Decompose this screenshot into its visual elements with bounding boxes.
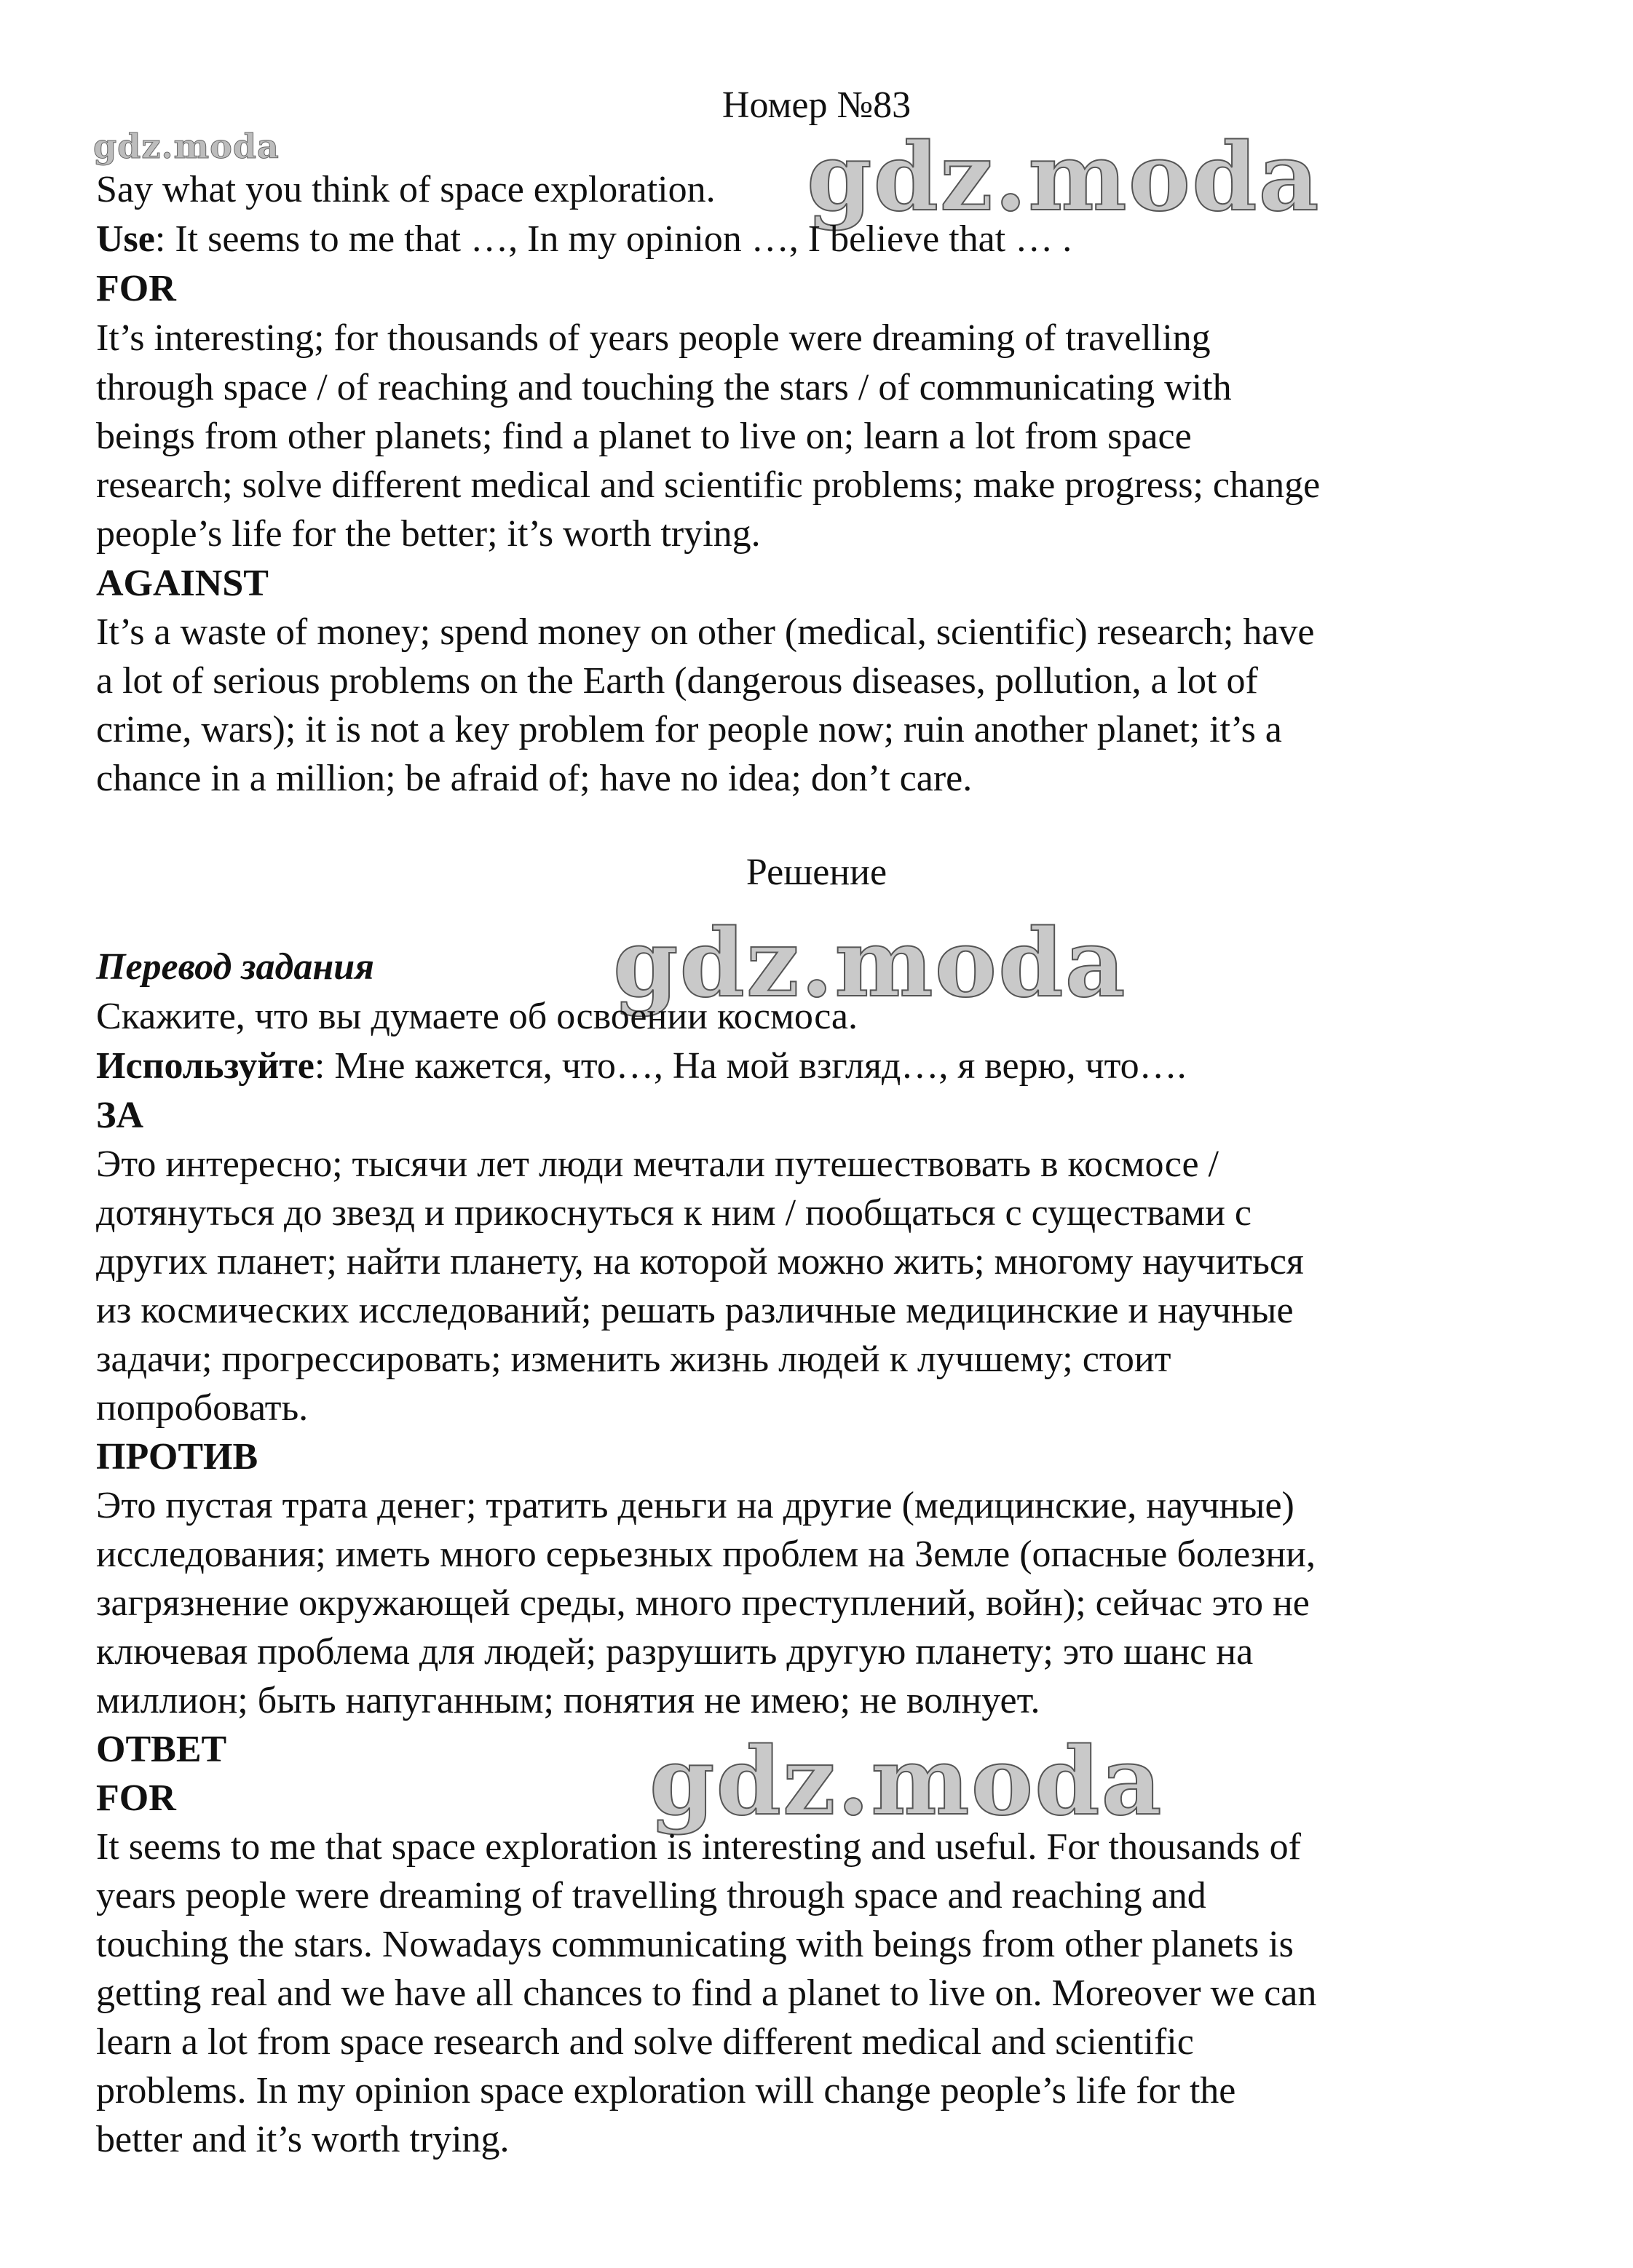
- translation-against-line: ключевая проблема для людей; разрушить другую планету; это шанс на: [96, 1631, 1254, 1673]
- translation-for-line: из космических исследований; решать различные медицинские и научные: [96, 1290, 1294, 1331]
- task-for-heading: FOR: [96, 268, 176, 309]
- answer-line: It seems to me that space exploration is interesting and useful. For thousands of: [96, 1826, 1301, 1868]
- solution-heading: Решение: [746, 852, 887, 893]
- task-against-line: crime, wars); it is not a key problem for people now; ruin another planet; it’s a: [96, 709, 1282, 750]
- translation-for-line: Это интересно; тысячи лет люди мечтали путешествовать в космосе /: [96, 1143, 1219, 1185]
- task-for-line: research; solve different medical and scientific problems; make progress; change: [96, 464, 1321, 506]
- translation-against-line: миллион; быть напуганным; понятия не имею; не волнует.: [96, 1680, 1040, 1721]
- task-for-line: people’s life for the better; it’s worth trying.: [96, 513, 761, 555]
- translation-use-label: Используйте: [96, 1045, 315, 1087]
- answer-line: touching the stars. Nowadays communicating with beings from other planets is: [96, 1924, 1294, 1965]
- answer-line: problems. In my opinion space exploration will change people’s life for the: [96, 2070, 1236, 2112]
- watermark-small: gdz.moda: [93, 127, 280, 166]
- task-against-heading: AGAINST: [96, 563, 269, 604]
- translation-for-line: попробовать.: [96, 1387, 309, 1429]
- translation-use-text: : Мне кажется, что…, На мой взгляд…, я верю, что….: [314, 1045, 1187, 1087]
- translation-for-line: других планет; найти планету, на которой можно жить; многому научиться: [96, 1241, 1304, 1282]
- translation-use: [96, 1042, 1187, 1090]
- task-for-line: beings from other planets; find a planet to live on; learn a lot from space: [96, 416, 1192, 457]
- watermark-2: gdz.moda: [613, 909, 1127, 1018]
- translation-prompt: Скажите, что вы думаете об освоении космоса.: [96, 996, 858, 1037]
- answer-line: years people were dreaming of travelling through space and reaching and: [96, 1875, 1206, 1916]
- translation-heading: Перевод задания: [96, 946, 374, 988]
- translation-against-line: Это пустая трата денег; тратить деньги на другие (медицинские, научные): [96, 1485, 1294, 1526]
- task-against-line: chance in a million; be afraid of; have no idea; don’t care.: [96, 758, 973, 799]
- task-against-line: a lot of serious problems on the Earth (dangerous diseases, pollution, a lot of: [96, 660, 1258, 702]
- task-for-line: through space / of reaching and touching the stars / of communicating with: [96, 367, 1232, 408]
- translation-for-heading: ЗА: [96, 1095, 143, 1136]
- translation-against-heading: ПРОТИВ: [96, 1436, 258, 1478]
- task-for-line: It’s interesting; for thousands of years people were dreaming of travelling: [96, 317, 1211, 359]
- task-prompt: Say what you think of space exploration.: [96, 169, 716, 210]
- task-use-label: Use: [96, 218, 155, 260]
- answer-heading: ОТВЕТ: [96, 1729, 227, 1770]
- translation-for-line: дотянуться до звезд и прикоснуться к ним / пообщаться с существами с: [96, 1192, 1252, 1234]
- translation-against-line: исследования; иметь много серьезных проблем на Земле (опасные болезни,: [96, 1534, 1316, 1575]
- answer-line: learn a lot from space research and solve different medical and scientific: [96, 2021, 1194, 2063]
- translation-for-line: задачи; прогрессировать; изменить жизнь людей к лучшему; стоит: [96, 1339, 1171, 1380]
- task-use-text: : It seems to me that …, In my opinion …, I believe that … .: [154, 218, 1072, 260]
- answer-line: getting real and we have all chances to find a planet to live on. Moreover we can: [96, 1972, 1317, 2014]
- task-use: [96, 215, 1072, 263]
- answer-for-heading: FOR: [96, 1777, 176, 1819]
- watermark-3: gdz.moda: [649, 1727, 1163, 1836]
- translation-against-line: загрязнение окружающей среды, много преступлений, войн); сейчас это не: [96, 1582, 1310, 1624]
- task-number: Номер №83: [721, 84, 912, 126]
- task-against-line: It’s a waste of money; spend money on other (medical, scientific) research; have: [96, 611, 1315, 653]
- watermark-1: gdz.moda: [807, 123, 1321, 232]
- answer-line: better and it’s worth trying.: [96, 2119, 510, 2160]
